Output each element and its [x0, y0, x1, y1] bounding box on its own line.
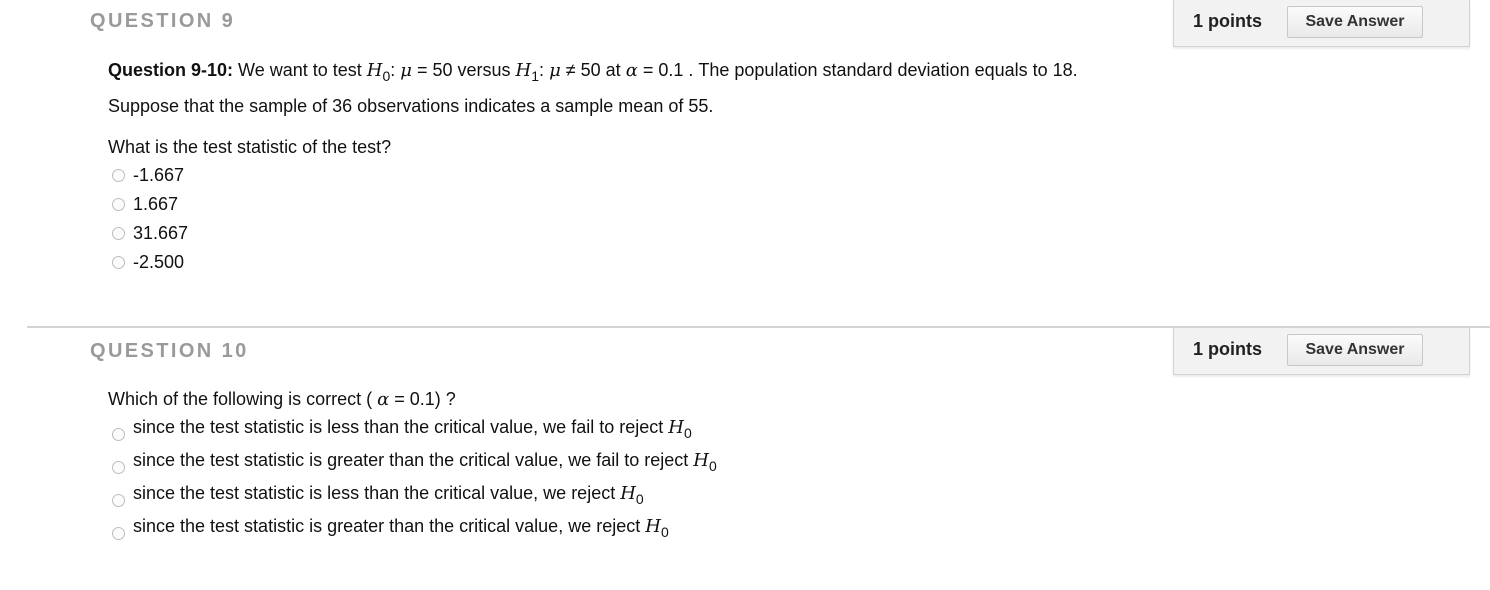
question-10 — [27, 326, 1490, 590]
radio-button[interactable] — [112, 428, 125, 441]
option-label: -1.667 — [133, 165, 185, 185]
points-panel — [1173, 328, 1470, 375]
question-intro-label: Question 9-10: — [108, 60, 234, 80]
option-label: 31.667 — [133, 223, 189, 243]
option-label: -2.500 — [133, 252, 185, 272]
question-heading: QUESTION 10 — [90, 340, 249, 362]
option-text: since the test statistic is greater than the critical value, we fail to reject — [133, 449, 694, 470]
option-text: since the test statistic is less than the critical value, we reject — [133, 482, 621, 503]
text-segment: = 0.1) ? — [389, 389, 456, 409]
h-subscript: 0 — [660, 523, 669, 540]
radio-button[interactable] — [112, 461, 125, 474]
h-subscript: 0 — [382, 68, 391, 84]
answer-option[interactable] — [112, 161, 188, 190]
h-symbol: H — [693, 449, 709, 471]
answer-option[interactable] — [112, 511, 717, 544]
mu-symbol: μ — [400, 60, 412, 81]
points-label: 1 points — [1193, 339, 1263, 359]
h-subscript: 0 — [635, 490, 644, 507]
text-segment: ≠ 50 at — [560, 60, 626, 80]
text-segment: = 50 versus — [411, 60, 516, 80]
radio-button[interactable] — [112, 256, 125, 269]
save-answer-button[interactable]: Save Answer — [1287, 334, 1423, 366]
h-subscript: 0 — [683, 424, 692, 441]
answer-option[interactable] — [112, 412, 717, 445]
option-label: 1.667 — [133, 194, 179, 214]
answer-option[interactable] — [112, 219, 188, 248]
answer-option[interactable] — [112, 190, 188, 219]
option-text: since the test statistic is greater than the critical value, we reject — [133, 515, 646, 536]
alpha-symbol: α — [377, 389, 390, 410]
option-text: since the test statistic is less than the critical value, we fail to reject — [133, 416, 669, 437]
radio-button[interactable] — [112, 527, 125, 540]
h-symbol: H — [515, 60, 532, 81]
option-label — [133, 450, 717, 474]
question-prompt: What is the test statistic of the test? — [108, 137, 392, 157]
question-prompt — [108, 389, 456, 410]
answer-option[interactable] — [112, 248, 188, 277]
points-label: 1 points — [1193, 11, 1263, 31]
answer-options — [112, 412, 717, 544]
question-text — [108, 55, 1128, 121]
text-segment: Which of the following is correct ( — [108, 389, 378, 409]
question-heading: QUESTION 9 — [90, 10, 236, 32]
h-symbol: H — [620, 482, 636, 504]
text-segment: : — [390, 60, 401, 80]
alpha-symbol: α — [625, 60, 638, 81]
option-label — [133, 483, 644, 507]
answer-option[interactable] — [112, 478, 717, 511]
radio-button[interactable] — [112, 198, 125, 211]
text-segment: We want to test — [233, 60, 367, 80]
option-label — [133, 516, 669, 540]
option-label — [133, 417, 692, 441]
answer-options — [112, 161, 188, 277]
radio-button[interactable] — [112, 494, 125, 507]
h-subscript: 0 — [708, 457, 717, 474]
text-segment: = 0.1 . The population standard deviation equals to 18. Suppose that the sample of 36 observations indicates a sample mean of 55. — [108, 60, 1078, 116]
h-symbol: H — [645, 515, 661, 537]
radio-button[interactable] — [112, 227, 125, 240]
h-symbol: H — [366, 60, 383, 81]
h-subscript: 1 — [531, 68, 540, 84]
mu-symbol: μ — [549, 60, 561, 81]
points-panel — [1173, 0, 1470, 47]
radio-button[interactable] — [112, 169, 125, 182]
text-segment: : — [539, 60, 550, 80]
answer-option[interactable] — [112, 445, 717, 478]
h-symbol: H — [668, 416, 684, 438]
save-answer-button[interactable]: Save Answer — [1287, 6, 1423, 38]
